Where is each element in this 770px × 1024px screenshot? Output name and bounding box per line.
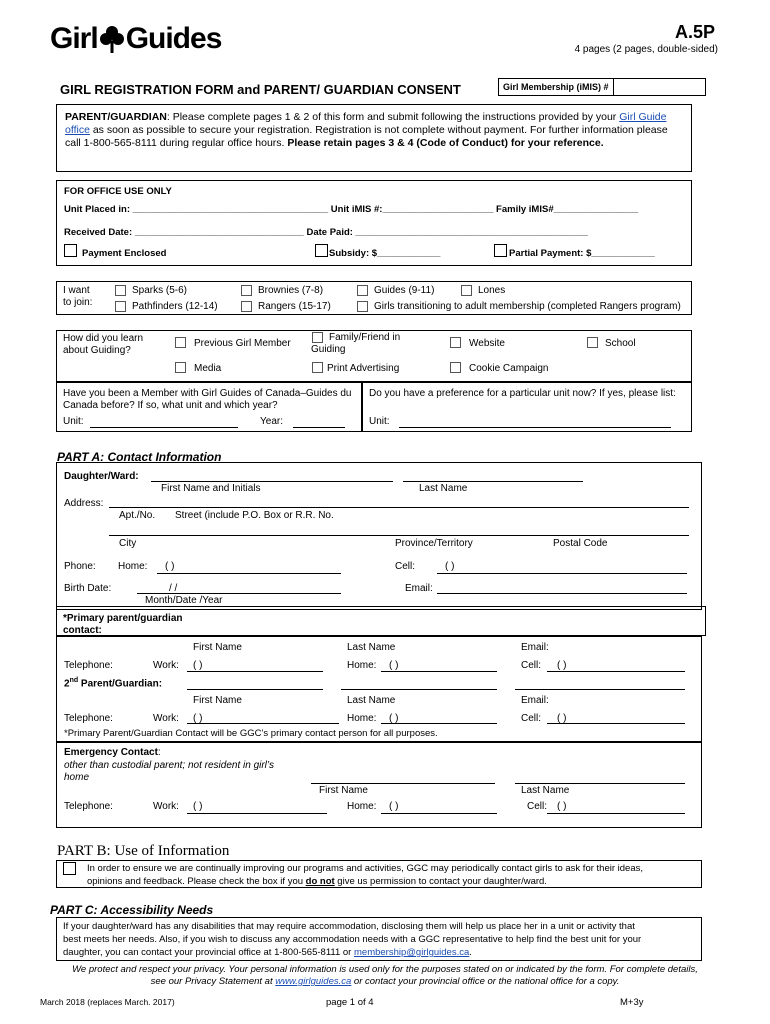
payment-enclosed-checkbox[interactable] — [64, 244, 77, 257]
no-contact-checkbox[interactable] — [63, 862, 76, 875]
primary-work-phone[interactable] — [187, 671, 323, 672]
learn-box: How did you learn about Guiding? Previous Girl Member Family/Friend in Guiding Website School Media Print Advertising Cookie Campaign — [56, 330, 692, 382]
intro-box: PARENT/GUARDIAN: Please complete pages 1 & 2 of this form and submit following the instructions provided by your Girl Guide office as soon as possible to secure your registration. Registration is not complete without payment. For further information please call 1-800-565-8111 during regular office hours. Please retain pages 3 & 4 (Code of Conduct) for your reference. — [56, 104, 692, 172]
trefoil-icon — [99, 24, 125, 54]
part-b-heading: PART B: Use of Information — [57, 843, 230, 859]
footer-page: page 1 of 4 — [326, 997, 374, 1008]
office-use-box: FOR OFFICE USE ONLY Unit Placed in: _____________________________________ Unit iMIS #:_____________________ Family iMIS#________________ Received Date: ________________________________ Date Paid: ____________________________________________ Payment Enclosed Subsidy: $____________ Partial Payment: $____________ — [56, 180, 692, 266]
website-link[interactable]: www.girlguides.ca — [275, 976, 352, 987]
partial-payment-checkbox[interactable] — [494, 244, 507, 257]
second-cell-phone[interactable] — [547, 723, 685, 724]
membership-field[interactable] — [498, 78, 706, 96]
primary-contact-header: *Primary parent/guardian contact: — [56, 606, 706, 636]
page-count: 4 pages (2 pages, double-sided) — [574, 44, 718, 55]
brownies-checkbox[interactable] — [241, 285, 252, 296]
primary-home-phone[interactable] — [381, 671, 497, 672]
second-last-name[interactable] — [341, 689, 497, 690]
media-checkbox[interactable] — [175, 362, 186, 373]
pathfinders-checkbox[interactable] — [115, 301, 126, 312]
lones-checkbox[interactable] — [461, 285, 472, 296]
family-friend-checkbox[interactable] — [312, 332, 323, 343]
footer-code: M+3y — [620, 997, 644, 1008]
membership-email-link[interactable]: membership@girlguides.ca — [354, 947, 470, 958]
girl-guide-office-link[interactable]: Girl Guide office — [65, 111, 667, 136]
join-box: I want to join: Sparks (5-6) Brownies (7-8) Guides (9-11) Lones Pathfinders (12-14) Rangers (15-17) Girls transitioning to adult membership (completed Rangers program) — [56, 281, 692, 315]
unit-preference-box: Do you have a preference for a particular unit now? If yes, please list: Unit: — [362, 382, 692, 432]
previous-membership-box: Have you been a Member with Girl Guides of Canada–Guides du Canada before? If so, what unit and which year? Unit: Year: — [56, 382, 362, 432]
cookie-checkbox[interactable] — [450, 362, 461, 373]
city-field[interactable] — [109, 535, 689, 536]
transition-checkbox[interactable] — [357, 301, 368, 312]
sparks-checkbox[interactable] — [115, 285, 126, 296]
home-phone-field[interactable] — [157, 573, 341, 574]
daughter-box: Daughter/Ward: First Name and Initials Last Name Address: Apt./No. Street (include P.O. Box or R.R. No. City Province/Territory Postal Code Phone: Home: ( ) Cell: ( ) Birth Date: / / Email: Month/Date /Year — [56, 462, 702, 610]
print-ad-checkbox[interactable] — [312, 362, 323, 373]
emergency-first-name[interactable] — [311, 783, 495, 784]
prev-year-field[interactable] — [293, 427, 345, 428]
second-work-phone[interactable] — [187, 723, 339, 724]
privacy-statement: We protect and respect your privacy. Your personal information is used only for the purposes stated on or indicated by the form. For complete details, see our Privacy Statement at www.girlguides.ca or contact your provincial office or the national office for a copy. — [72, 964, 698, 987]
use-of-info-box: In order to ensure we are continually improving our programs and activities, GGC may periodically contact girls to ask for their ideas, opinions and feedback. Please check the box if you do not give us permission to contact your daughter/ward. — [56, 860, 702, 888]
rangers-checkbox[interactable] — [241, 301, 252, 312]
emergency-last-name[interactable] — [515, 783, 685, 784]
emergency-cell-phone[interactable] — [547, 813, 685, 814]
footer-date: March 2018 (replaces March. 2017) — [40, 997, 175, 1007]
primary-cell-phone[interactable] — [547, 671, 685, 672]
membership-label: Girl Membership (iMIS) # — [499, 79, 614, 95]
school-checkbox[interactable] — [587, 337, 598, 348]
girl-guides-logo: Girl Guides — [50, 22, 222, 55]
emergency-work-phone[interactable] — [187, 813, 327, 814]
second-email[interactable] — [515, 689, 685, 690]
previous-member-checkbox[interactable] — [175, 337, 186, 348]
accessibility-box: If your daughter/ward has any disabilities that may require accommodation, disclosing them will help us place her in a unit or activity that best meets her needs. Also, if you wish to discuss any accommodation needs with a GGC representative to help find the best unit for your daughter, you can contact your provincial office at 1-800-565-8111 or membership@girlguides.ca. — [56, 917, 702, 961]
emergency-home-phone[interactable] — [381, 813, 497, 814]
preferred-unit-field[interactable] — [399, 427, 671, 428]
prev-unit-field[interactable] — [90, 427, 238, 428]
subsidy-checkbox[interactable] — [315, 244, 328, 257]
first-name-field[interactable] — [151, 481, 393, 482]
primary-contact-box: First Name Last Name Email: Telephone: Work: ( ) Home: ( ) Cell: ( ) 2nd Parent/Guardian: First Name Last Name Email: Telephone: Work: ( ) Home: ( ) Cell: ( ) *Primary Parent/Guardian Contact will be GGC’s primary contact person for all purposes. — [56, 636, 702, 742]
second-first-name[interactable] — [187, 689, 323, 690]
part-c-heading: PART C: Accessibility Needs — [50, 903, 214, 917]
form-title: GIRL REGISTRATION FORM and PARENT/ GUARDIAN CONSENT — [60, 82, 461, 97]
part-a-heading: PART A: Contact Information — [57, 450, 222, 464]
last-name-field[interactable] — [403, 481, 583, 482]
emergency-contact-box: Emergency Contact: other than custodial parent; not resident in girl’s home First Name Last Name Telephone: Work: ( ) Home: ( ) Cell: ( ) — [56, 742, 702, 828]
email-field[interactable] — [437, 593, 687, 594]
birthdate-field[interactable] — [137, 593, 341, 594]
guides-checkbox[interactable] — [357, 285, 368, 296]
website-checkbox[interactable] — [450, 337, 461, 348]
second-home-phone[interactable] — [381, 723, 497, 724]
address-field[interactable] — [109, 507, 689, 508]
cell-phone-field[interactable] — [437, 573, 687, 574]
form-number: A.5P — [674, 22, 715, 42]
